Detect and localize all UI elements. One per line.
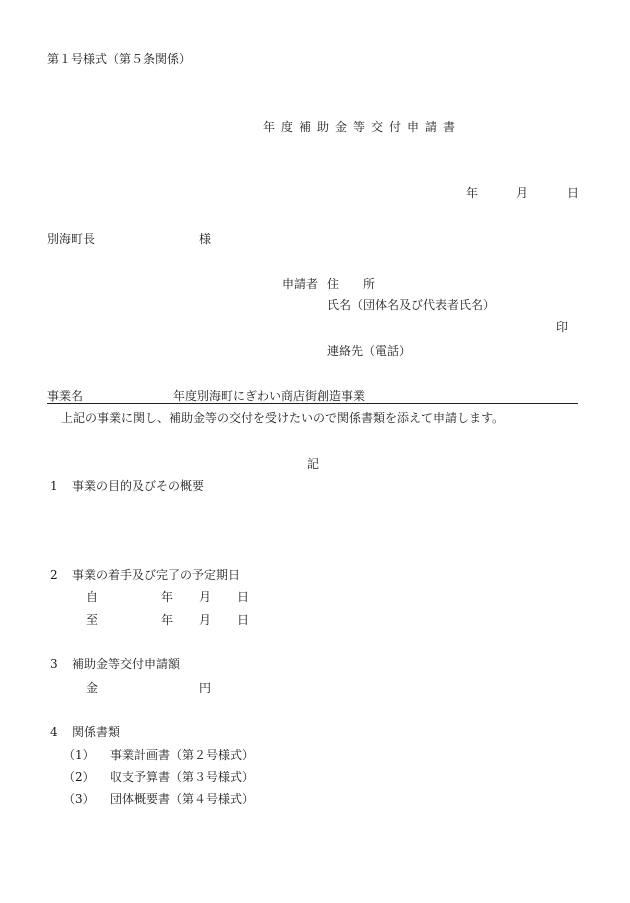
applicant-label: 申請者: [282, 277, 319, 291]
applicant-name-label: 氏名（団体名及び代表者氏名）: [327, 298, 496, 312]
application-statement: 上記の事業に関し、補助金等の交付を受けたいので関係書類を添えて申請します。: [61, 411, 505, 425]
project-underline: [47, 403, 578, 404]
end-month-label: 月: [199, 613, 212, 627]
document-title: 年度補助金等交付申請書: [263, 120, 462, 134]
attachment-3-number: （3）: [63, 792, 95, 806]
project-value: 年度別海町にぎわい商店街創造事業: [173, 389, 366, 403]
section-2-title: 事業の着手及び完了の予定期日: [72, 568, 241, 582]
section-2-number: 2: [50, 568, 58, 582]
addressee-name: 別海町長: [47, 232, 96, 246]
ki-heading: 記: [307, 457, 320, 471]
amount-label: 金: [86, 681, 99, 695]
seal-mark: 印: [556, 320, 569, 334]
addressee-honorific: 様: [199, 232, 212, 246]
date-day-label: 日: [567, 186, 580, 200]
attachment-2-number: （2）: [63, 770, 95, 784]
attachment-2-label: 収支予算書（第３号様式）: [110, 770, 255, 784]
start-day-label: 日: [237, 590, 250, 604]
end-day-label: 日: [237, 613, 250, 627]
applicant-contact-label: 連絡先（電話）: [327, 344, 412, 358]
attachment-1-label: 事業計画書（第２号様式）: [110, 748, 255, 762]
date-month-label: 月: [516, 186, 529, 200]
applicant-address-label: 住 所: [327, 277, 376, 291]
section-3-title: 補助金等交付申請額: [72, 657, 181, 671]
date-year-label: 年: [466, 186, 479, 200]
attachment-1-number: （1）: [63, 748, 95, 762]
section-4-title: 関係書類: [72, 725, 121, 739]
start-date-label: 自: [86, 590, 99, 604]
form-label: 第１号様式（第５条関係）: [47, 52, 192, 66]
currency-label: 円: [199, 681, 212, 695]
start-year-label: 年: [161, 590, 174, 604]
end-year-label: 年: [161, 613, 174, 627]
attachment-3-label: 団体概要書（第４号様式）: [110, 792, 255, 806]
project-label: 事業名: [47, 389, 84, 403]
section-1-title: 事業の目的及びその概要: [72, 479, 205, 493]
start-month-label: 月: [199, 590, 212, 604]
section-1-number: 1: [50, 479, 58, 493]
section-4-number: 4: [50, 725, 58, 739]
end-date-label: 至: [86, 613, 99, 627]
section-3-number: 3: [50, 657, 58, 671]
